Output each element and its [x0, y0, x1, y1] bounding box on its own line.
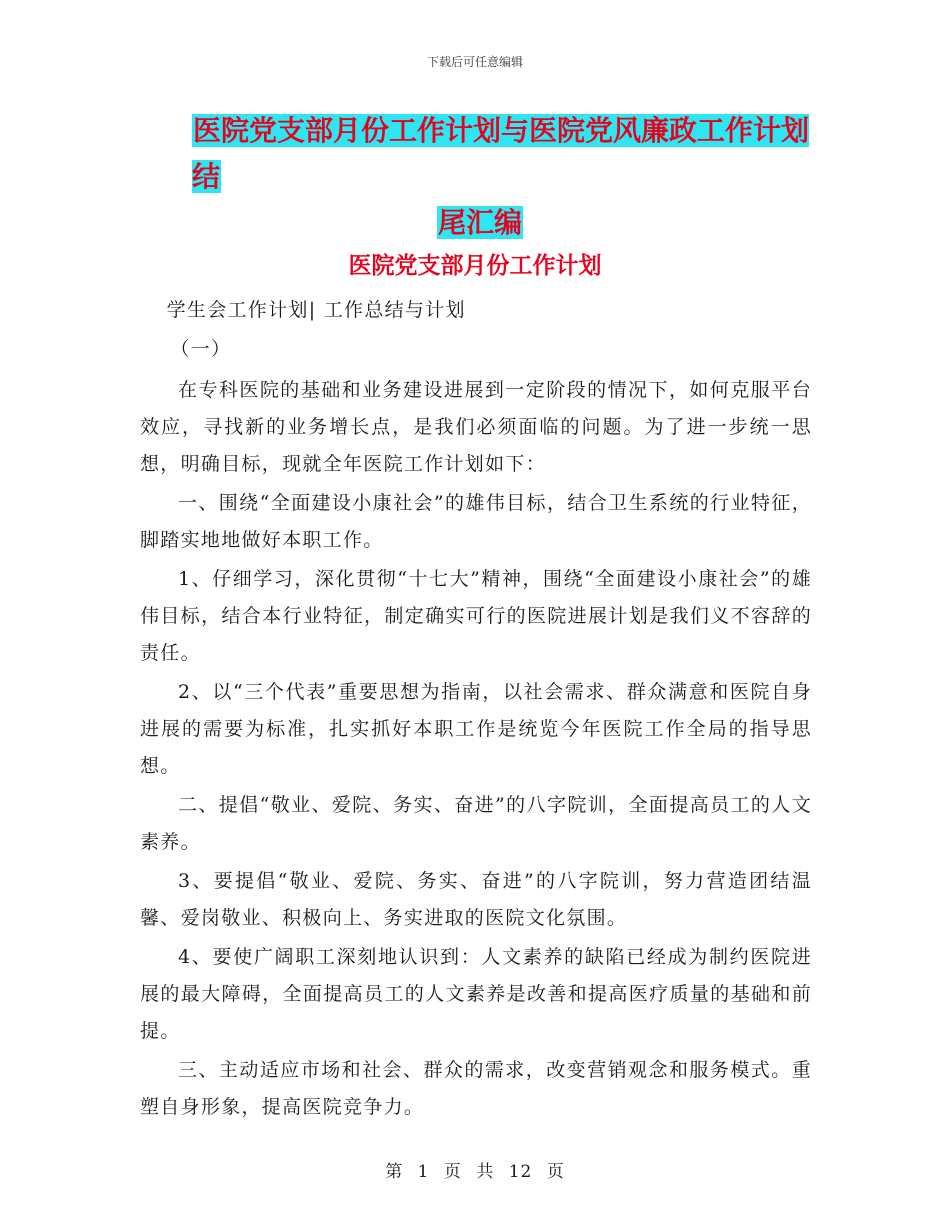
header-note: 下载后可任意编辑	[426, 55, 523, 69]
footer-page-unit: 页	[443, 1162, 462, 1182]
page-footer	[0, 1157, 950, 1182]
paragraph: 在专科医院的基础和业务建设进展到一定阶段的情况下，如何克服平台效应，寻找新的业务增长点，是我们必须面临的问题。为了进一步统一思想，明确目标，现就全年医院工作计划如下：	[140, 379, 812, 475]
document-title-line-1	[140, 108, 820, 200]
footer-total-unit: 页	[546, 1162, 565, 1182]
document-body	[140, 292, 812, 1128]
footer-prefix: 第	[385, 1162, 404, 1182]
footer-page-number: 1	[417, 1162, 430, 1182]
paragraph: 一、围绕“全面建设小康社会”的雄伟目标，结合卫生系统的行业特征，脚踏实地地做好本职工作。	[140, 492, 812, 551]
document-title-line-2	[140, 200, 820, 246]
paragraph: 3、要提倡“敬业、爱院、务实、奋进”的八字院训，努力营造团结温馨、爱岗敬业、积极向上、务实进取的医院文化氛围。	[140, 870, 812, 929]
section-title: 医院党支部月份工作计划	[348, 253, 602, 279]
document-title	[140, 108, 820, 246]
paragraph: 1、仔细学习，深化贯彻“十七大”精神，围绕“全面建设小康社会”的雄伟目标，结合本行业特征，制定确实可行的医院进展计划是我们义不容辞的责任。	[140, 568, 812, 664]
title-highlight-2: 尾汇编	[437, 206, 522, 239]
paragraph: 三、主动适应市场和社会、群众的需求，改变营销观念和服务模式。重塑自身形象，提高医院竞争力。	[140, 1059, 812, 1118]
category-line: 学生会工作计划| 工作总结与计划	[166, 299, 466, 321]
paragraph: 4、要使广阔职工深刻地认识到：人文素养的缺陷已经成为制约医院进展的最大障碍，全面提高员工的人文素养是改善和提高医疗质量的基础和前提。	[140, 946, 812, 1042]
section-marker: （一）	[170, 338, 232, 360]
title-highlight-1: 医院党支部月份工作计划与医院党风廉政工作计划结	[192, 114, 810, 193]
paragraph: 2、以“三个代表”重要思想为指南，以社会需求、群众满意和医院自身进展的需要为标准，扎实抓好本职工作是统览今年医院工作全局的指导思想。	[140, 681, 812, 777]
footer-total-prefix: 共	[476, 1162, 495, 1182]
paragraph: 二、提倡“敬业、爱院、务实、奋进”的八字院训，全面提高员工的人文素养。	[140, 794, 812, 853]
footer-total-pages: 12	[508, 1162, 533, 1182]
